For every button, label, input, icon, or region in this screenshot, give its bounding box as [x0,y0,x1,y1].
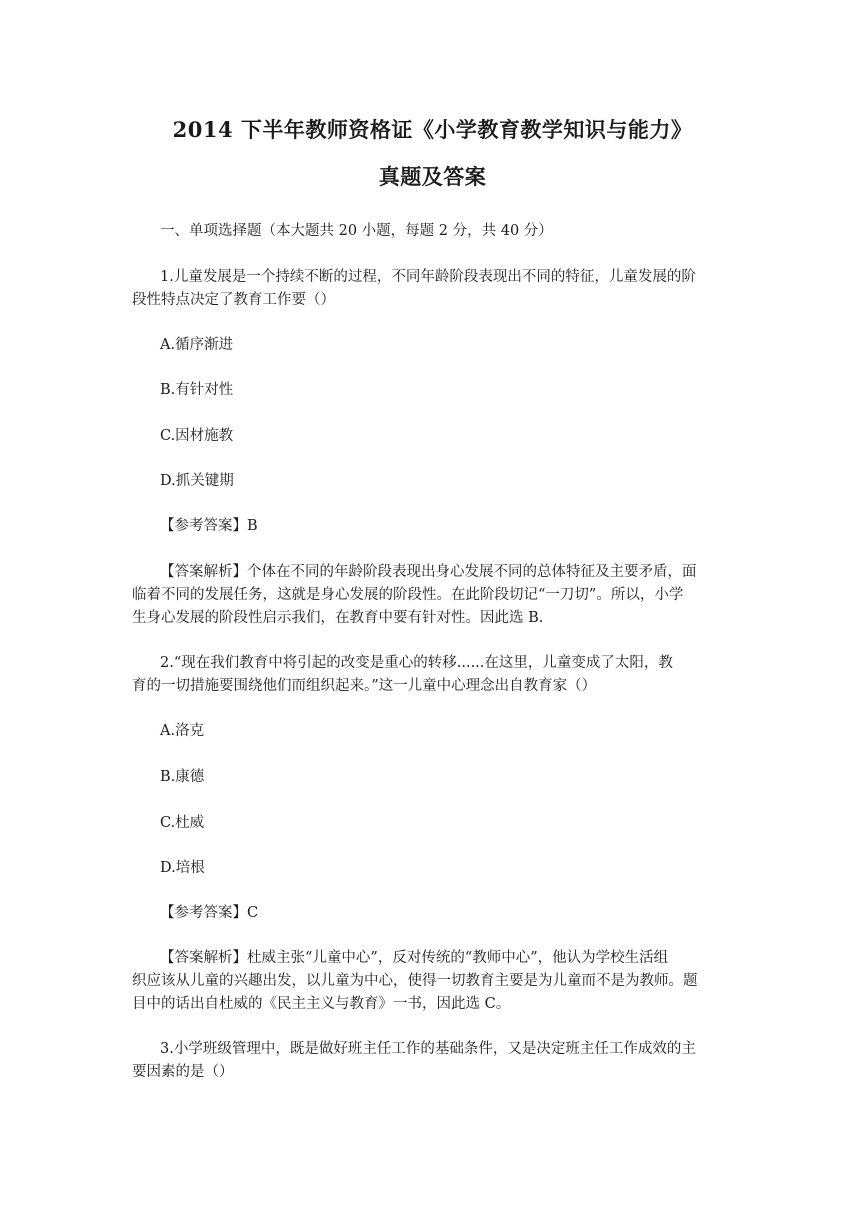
question-1-analysis-line-1: 【答案解析】个体在不同的年龄阶段表现出身心发展不同的总体特征及主要矛盾，面 [160,564,697,580]
question-1-analysis-line-2: 临着不同的发展任务，这就是身心发展的阶段性。在此阶段切记“一刀切”。所以，小学 [132,587,684,603]
question-1-option-c: C.因材施教 [160,428,234,444]
question-1-stem-line-2: 段性特点决定了教育工作要（） [132,292,335,308]
question-2-option-c: C.杜威 [160,815,205,831]
question-1-option-a: A.循序渐进 [160,337,234,353]
question-1-stem-line-1: 1.儿童发展是一个持续不断的过程，不同年龄阶段表现出不同的特征，儿童发展的阶 [160,269,696,285]
document-title-line-1: 2014 下半年教师资格证《小学教育教学知识与能力》 [172,117,693,142]
question-2-option-a: A.洛克 [160,723,205,739]
question-2-option-b: B.康德 [160,769,205,785]
question-1-analysis-line-3: 生身心发展的阶段性启示我们，在教育中要有针对性。因此选 B. [132,610,544,626]
question-2-stem-line-1: 2.“现在我们教育中将引起的改变是重心的转移......在这里，儿童变成了太阳，教 [160,655,673,671]
question-3-stem-line-1: 3.小学班级管理中，既是做好班主任工作的基础条件，又是决定班主任工作成效的主 [160,1041,696,1057]
question-1-option-b: B.有针对性 [160,382,234,398]
question-3-stem-line-2: 要因素的是（） [132,1064,234,1080]
question-2-analysis-line-1: 【答案解析】杜威主张“儿童中心”，反对传统的“教师中心”，他认为学校生活组 [160,950,669,966]
question-2-analysis-line-2: 织应该从儿童的兴趣出发，以儿童为中心，使得一切教育主要是为儿童而不是为教师。题 [132,973,698,989]
question-1-answer: 【参考答案】B [160,518,258,534]
question-2-answer: 【参考答案】C [160,905,259,921]
question-2-option-d: D.培根 [160,860,205,876]
question-1-option-d: D.抓关键期 [160,473,234,489]
section-heading: 一、单项选择题（本大题共 20 小题，每题 2 分，共 40 分） [160,223,553,239]
question-2-stem-line-2: 育的一切措施要围绕他们而组织起来。”这一儿童中心理念出自教育家（） [132,678,597,694]
document-title-line-2: 真题及答案 [378,164,487,189]
question-2-analysis-line-3: 目中的话出自杜威的《民主主义与教育》一书，因此选 C。 [132,996,511,1012]
